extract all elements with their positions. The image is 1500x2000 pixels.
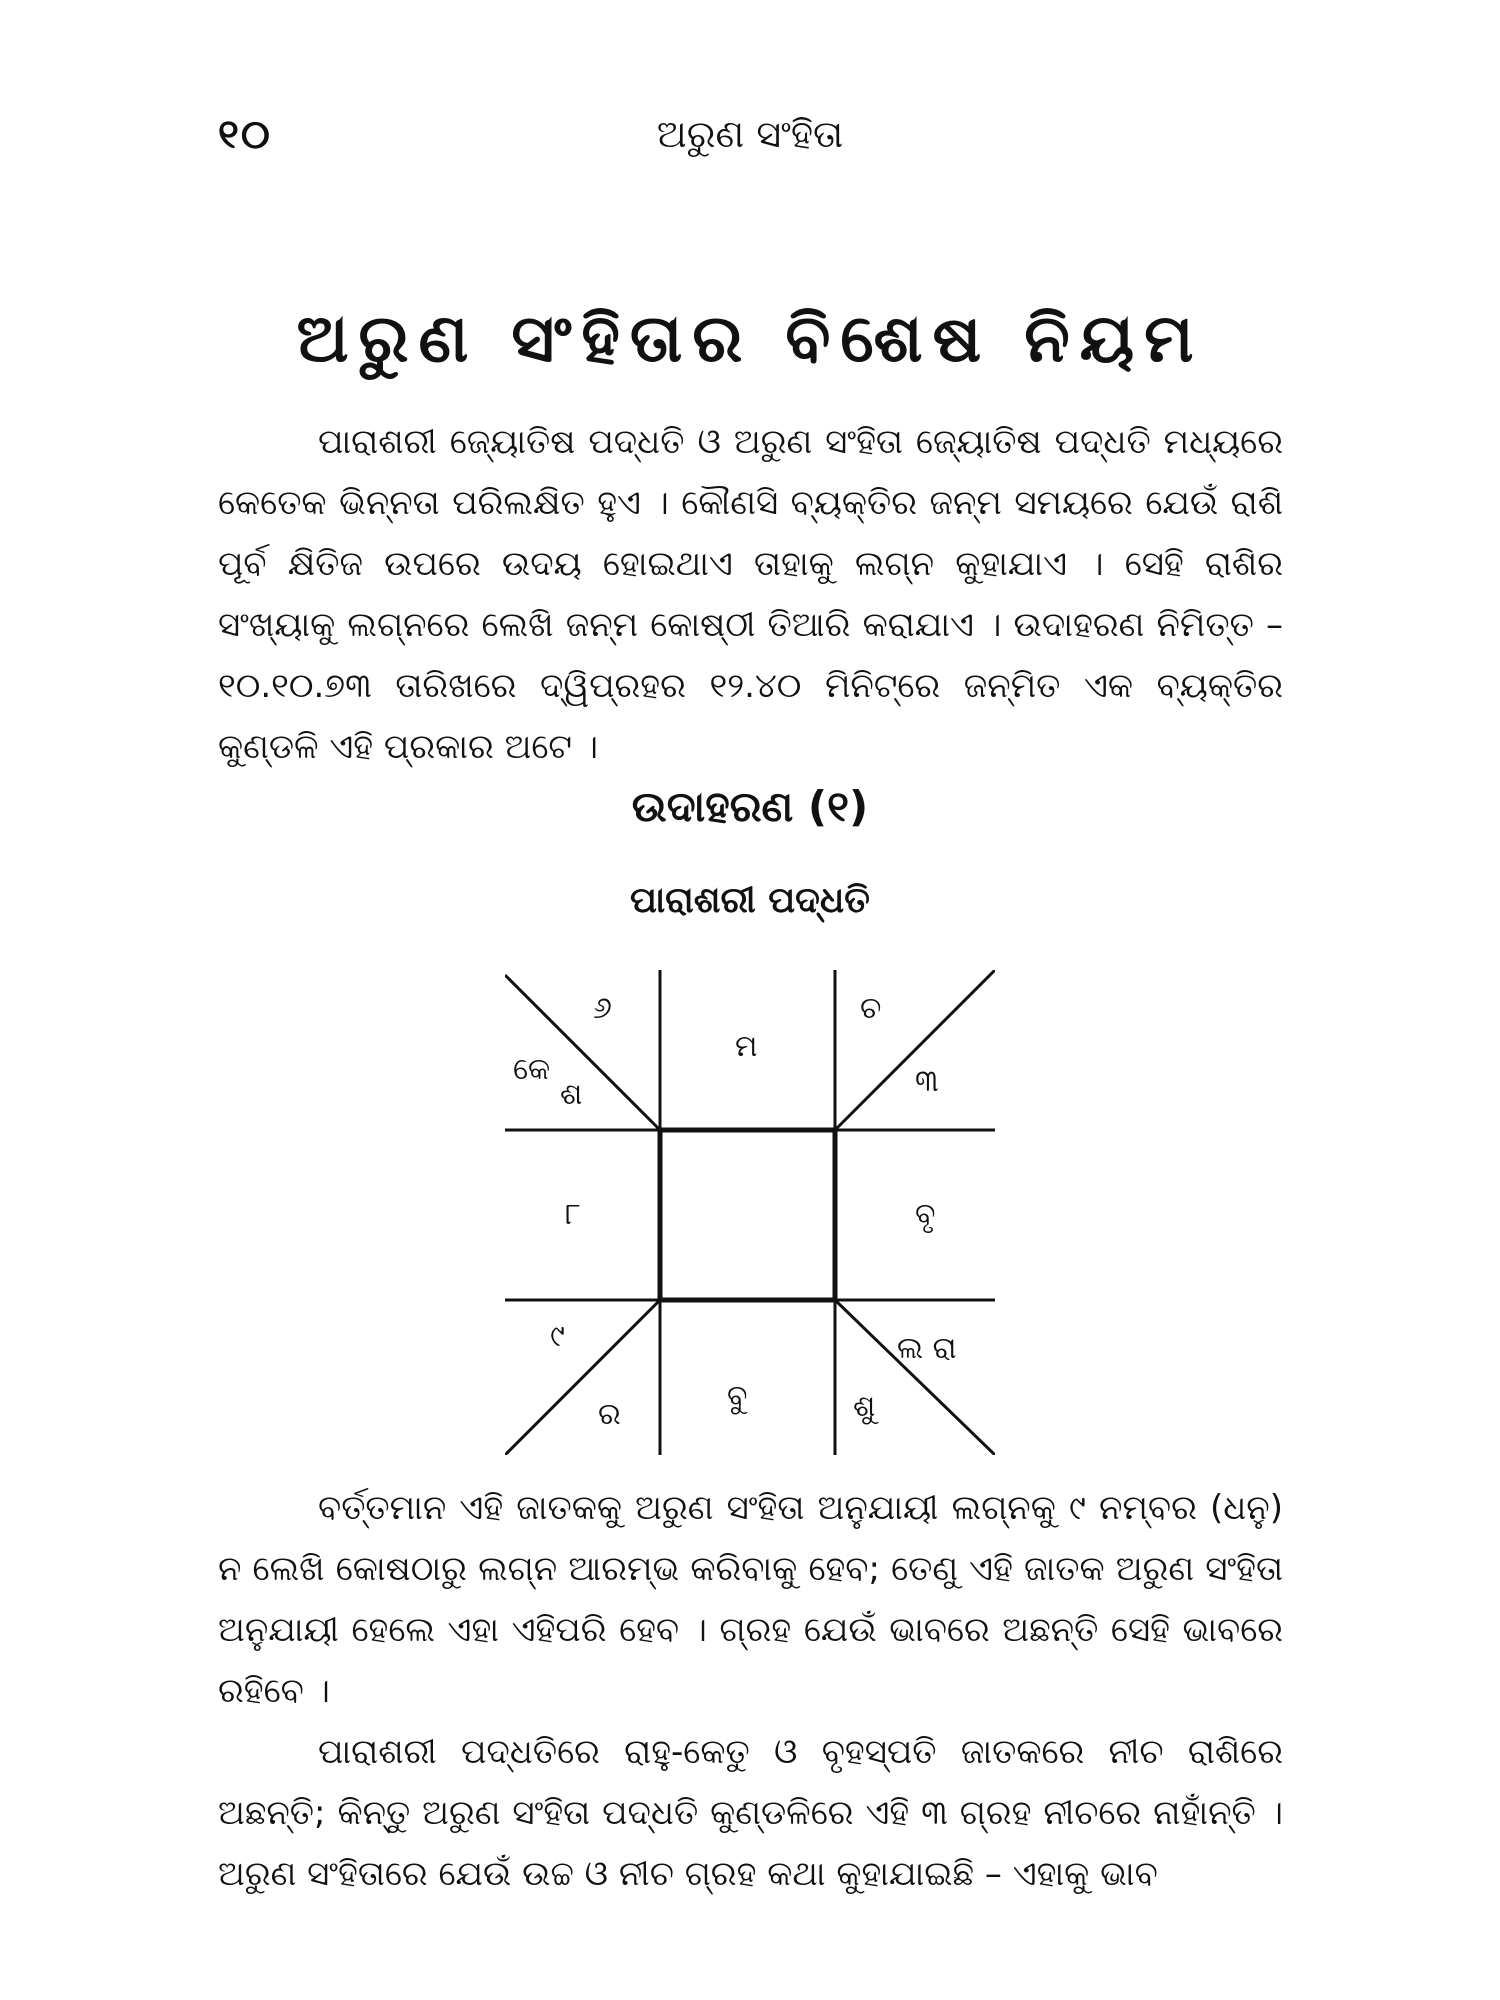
paragraph-arun-method [218,1478,1283,1722]
chart-bottom-right-planet: ଶୁ [853,1389,876,1424]
chart-diagonal-bottom-left [505,1300,660,1455]
chart-center-box [660,1130,835,1300]
chart-bottom-right-labels: ଲ ରା [897,1331,957,1366]
chart-top-middle: ମ [735,1029,758,1064]
chart-middle-left: ୮ [565,1197,581,1232]
paragraph-intro-text: ପାରାଶରୀ ଜ୍ୟୋତିଷ ପଦ୍ଧତି ଓ ଅରୁଣ ସଂହିତା ଜ୍ୟୋତିଷ ପଦ୍ଧତି ମଧ୍ୟରେ କେତେକ ଭିନ୍ନତା ପରିଲକ୍ଷିତ ହୁଏ । କୌଣସି ବ୍ୟକ୍ତିର ଜନ୍ମ ସମୟରେ ଯେଉଁ ରାଶି ପୂର୍ବ କ୍ଷିତିଜ ଉପରେ ଉଦୟ ହୋଇଥାଏ ତାହାକୁ ଲଗ୍ନ କୁହାଯାଏ । ସେହି ରାଶିର ସଂଖ୍ୟାକୁ ଲଗ୍ନରେ ଲେଖି ଜନ୍ମ କୋଷ୍ଠୀ ତିଆରି କରାଯାଏ । ଉଦାହରଣ ନିମିତ୍ତ – ୧୦.୧୦.୭୩ ତାରିଖରେ ଦ୍ୱିପ୍ରହର ୧୨.୪୦ ମିନିଟ୍‌ରେ ଜନ୍ମିତ ଏକ ବ୍ୟକ୍ତିର କୁଣ୍ଡଳି ଏହି ପ୍ରକାର ଅଟେ । [218,422,1283,767]
page-number: ୧୦ [218,112,272,158]
method-heading: ପାରାଶରୀ ପଦ୍ଧତି [630,880,870,921]
chart-bottom-left-number: ୯ [550,1319,565,1354]
paragraph-comparison-text: ପାରାଶରୀ ପଦ୍ଧତିରେ ରାହୁ-କେତୁ ଓ ବୃହସ୍ପତି ଜାତକରେ ନୀଚ ରାଶିରେ ଅଛନ୍ତି; କିନ୍ତୁ ଅରୁଣ ସଂହିତା ପଦ୍ଧତି କୁଣ୍ଡଳିରେ ଏହି ୩ ଗ୍ରହ ନୀଚରେ ନାହାଁନ୍ତି । ଅରୁଣ ସଂହିତାରେ ଯେଉଁ ଉଚ୍ଚ ଓ ନୀଚ ଗ୍ରହ କଥା କୁହାଯାଇଛି – ଏହାକୁ ଭାବ [218,1732,1283,1894]
chart-top-left-planet-2: ଶ [560,1077,583,1112]
horoscope-chart [505,970,995,1455]
chart-diagonal-bottom-right [835,1300,995,1455]
chart-top-left-number: ୬ [593,991,612,1026]
example-heading: ଉଦାହରଣ (୧) [631,782,869,831]
paragraph-comparison [218,1722,1283,1905]
chart-top-right-planet: ଚ [860,991,882,1026]
paragraph-arun-method-text: ବର୍ତ୍ତମାନ ଏହି ଜାତକକୁ ଅରୁଣ ସଂହିତା ଅନୁଯାୟୀ ଲଗ୍ନକୁ ୯ ନମ୍ବର (ଧନୁ) ନ ଲେଖି କୋଷଠାରୁ ଲଗ୍ନ ଆରମ୍ଭ କରିବାକୁ ହେବ; ତେଣୁ ଏହି ଜାତକ ଅରୁଣ ସଂହିତା ଅନୁଯାୟୀ ହେଲେ ଏହା ଏହିପରି ହେବ । ଗ୍ରହ ଯେଉଁ ଭାବରେ ଅଛନ୍ତି ସେହି ଭାବରେ ରହିବେ । [218,1488,1283,1711]
running-header [0,112,1500,172]
running-title: ଅରୁଣ ସଂହିତା [656,112,844,156]
chapter-title: ଅରୁଣ ସଂହିତାର ବିଶେଷ ନିୟମ [296,300,1204,377]
chart-diagonal-top-right [835,970,995,1130]
chart-middle-right: ବୃ [915,1197,936,1232]
chart-top-left-planets: କେ [513,1052,551,1087]
chart-bottom-left-planet: ର [598,1397,621,1432]
chart-top-right-number: ୩ [915,1064,939,1099]
paragraph-intro [218,412,1283,778]
chart-bottom-middle: ବୁ [727,1379,748,1414]
